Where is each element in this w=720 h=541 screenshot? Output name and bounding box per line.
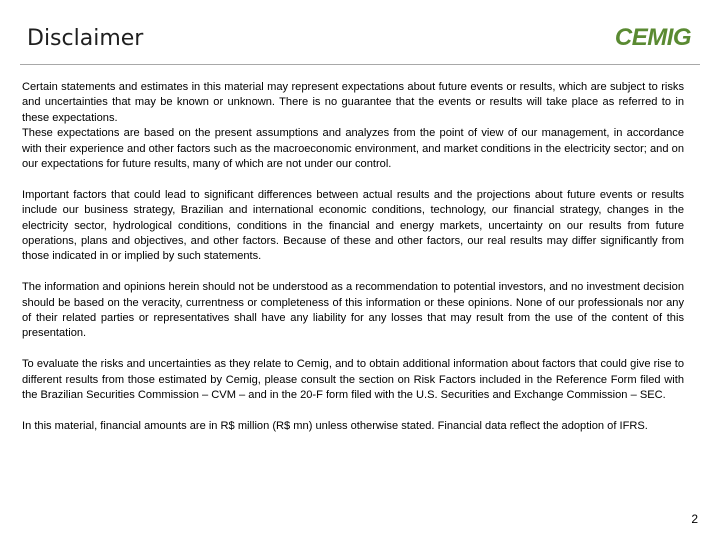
cemig-logo — [608, 20, 698, 54]
paragraph: In this material, financial amounts are in R$ million (R$ mn) unless otherwise stated. Financial data reflect the adoption of IFRS. — [22, 419, 648, 432]
title-divider — [20, 64, 700, 65]
paragraph: These expectations are based on the present assumptions and analyzes from the point of view of our management, in accordance with their experience and other factors such as the macroeconomic environment, and market conditions in the electricity sector; and on our expectations for future results, many of which are not under our control. — [22, 127, 684, 171]
paragraph: Important factors that could lead to significant differences between actual results and the projections about future events or results include our business strategy, Brazilian and international economic conditions, technology, our financial strategy, changes in the electricity sector, hydrological conditions, conditions in the financial and energy markets, uncertainty on our results from future operations, plans and objectives, and other factors. Because of these and other factors, our real results may differ significantly from those indicated in or implied by such statements. — [22, 188, 684, 263]
paragraph: To evaluate the risks and uncertainties as they relate to Cemig, and to obtain additional information about factors that could give rise to different results from those estimated by Cemig, please consult the section on Risk Factors included in the Reference Form filed with the Brazilian Securities Commission – CVM – and in the 20-F form filed with the U.S. Securities and Exchange Commission – SEC. — [22, 358, 684, 402]
page-title: Disclaimer — [27, 26, 144, 51]
disclaimer-body — [22, 80, 684, 434]
svg-text:CEMIG: CEMIG — [614, 24, 692, 51]
paragraph: The information and opinions herein should not be understood as a recommendation to potential investors, and no investment decision should be based on the veracity, currentness or completeness of this information or these opinions. None of our professionals nor any of their related parties or representatives shall have any liability for any losses that may result from the use of the content of this presentation. — [22, 281, 684, 340]
paragraph: Certain statements and estimates in this material may represent expectations about future events or results, which are subject to risks and uncertainties that may be known or unknown. There is no guarantee that the events or results will take place as referred to in these expectations. — [22, 81, 684, 124]
page-number: 2 — [691, 512, 698, 526]
